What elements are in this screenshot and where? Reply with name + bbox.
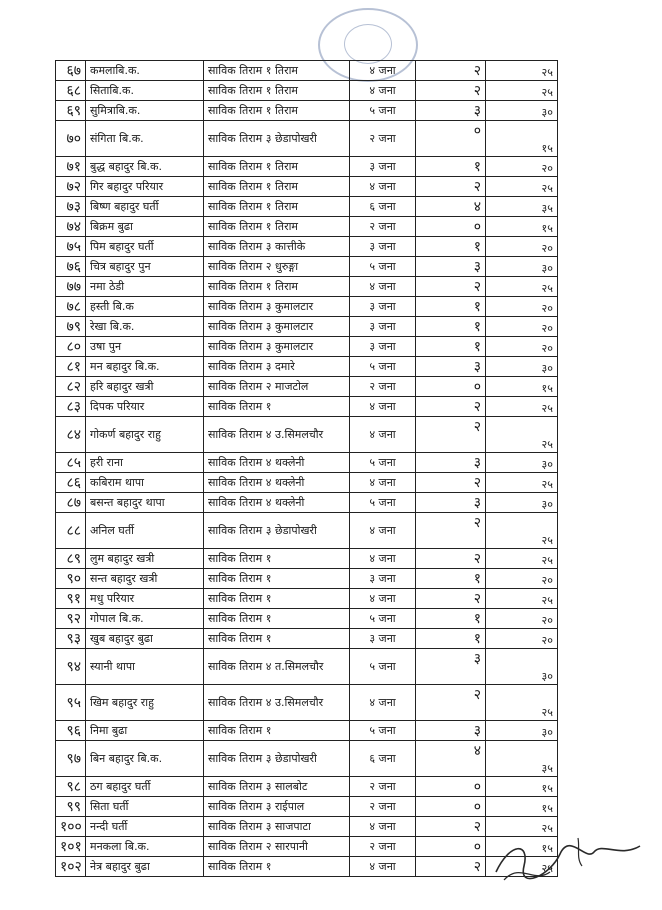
name-cell: पिम बहादुर घर्ती [86,237,204,257]
name-cell: निमा बुढा [86,721,204,741]
name-cell: मधु परियार [86,589,204,609]
serial-number-cell: ७५ [56,237,86,257]
family-count-cell: ५ जना [350,609,416,629]
serial-number-cell: ९८ [56,777,86,797]
table-row [56,157,558,177]
family-count-cell: ४ जना [350,61,416,81]
name-cell: बुद्ध बहादुर बि.क. [86,157,204,177]
family-count-cell: २ जना [350,121,416,157]
value-b-cell: १५ [486,121,558,157]
table-row [56,589,558,609]
name-cell: सिताबि.क. [86,81,204,101]
value-b-cell: १५ [486,377,558,397]
address-cell: साविक तिराम १ तिराम [204,101,350,121]
serial-number-cell: ८४ [56,417,86,453]
value-b-cell: २५ [486,513,558,549]
address-cell: साविक तिराम २ माजटोल [204,377,350,397]
table-row [56,857,558,877]
serial-number-cell: ९५ [56,685,86,721]
address-cell: साविक तिराम ३ राईपाल [204,797,350,817]
table-row [56,121,558,157]
family-count-cell: ५ जना [350,101,416,121]
value-b-cell: २५ [486,857,558,877]
value-b-cell: २५ [486,817,558,837]
address-cell: साविक तिराम १ तिराम [204,197,350,217]
family-count-cell: ३ जना [350,337,416,357]
address-cell: साविक तिराम ३ दमारे [204,357,350,377]
serial-number-cell: ८७ [56,493,86,513]
value-b-cell: २५ [486,417,558,453]
value-a-cell: ३ [416,493,486,513]
name-cell: लुम बहादुर खत्री [86,549,204,569]
name-cell: बिन बहादुर बि.क. [86,741,204,777]
value-a-cell: ० [416,121,486,157]
address-cell: साविक तिराम १ तिराम [204,277,350,297]
table-row [56,61,558,81]
family-count-cell: २ जना [350,777,416,797]
value-a-cell: ० [416,797,486,817]
value-b-cell: २५ [486,397,558,417]
table-row [56,217,558,237]
seal-emblem-icon [344,24,392,64]
value-a-cell: ३ [416,257,486,277]
address-cell: साविक तिराम १ तिराम [204,61,350,81]
value-b-cell: ३० [486,453,558,473]
serial-number-cell: ७९ [56,317,86,337]
family-count-cell: ५ जना [350,493,416,513]
name-cell: मनकला बि.क. [86,837,204,857]
family-count-cell: ४ जना [350,685,416,721]
serial-number-cell: ८५ [56,453,86,473]
table-row [56,837,558,857]
family-count-cell: ४ जना [350,549,416,569]
name-cell: कबिराम थापा [86,473,204,493]
family-count-cell: ४ जना [350,397,416,417]
family-count-cell: ४ जना [350,817,416,837]
table-row [56,685,558,721]
table-row [56,417,558,453]
serial-number-cell: १०० [56,817,86,837]
value-a-cell: २ [416,417,486,453]
serial-number-cell: ९९ [56,797,86,817]
value-b-cell: ३० [486,721,558,741]
address-cell: साविक तिराम ४ उ.सिमलचौर [204,685,350,721]
address-cell: साविक तिराम ४ उ.सिमलचौर [204,417,350,453]
table-row [56,377,558,397]
value-a-cell: २ [416,177,486,197]
value-a-cell: ३ [416,357,486,377]
value-b-cell: २० [486,157,558,177]
serial-number-cell: ९२ [56,609,86,629]
value-b-cell: ३० [486,649,558,685]
value-b-cell: २० [486,569,558,589]
name-cell: कमलाबि.क. [86,61,204,81]
value-b-cell: २५ [486,177,558,197]
family-count-cell: ४ जना [350,513,416,549]
serial-number-cell: ८१ [56,357,86,377]
value-a-cell: ० [416,837,486,857]
address-cell: साविक तिराम ३ सालबोट [204,777,350,797]
table-row [56,453,558,473]
table-row [56,277,558,297]
family-count-cell: ३ जना [350,629,416,649]
family-count-cell: ३ जना [350,237,416,257]
address-cell: साविक तिराम ३ साजपाटा [204,817,350,837]
table-row [56,721,558,741]
table-row [56,177,558,197]
address-cell: साविक तिराम १ तिराम [204,217,350,237]
value-a-cell: २ [416,549,486,569]
value-a-cell: १ [416,337,486,357]
value-b-cell: ३० [486,357,558,377]
serial-number-cell: ६८ [56,81,86,101]
serial-number-cell: ८८ [56,513,86,549]
family-count-cell: २ जना [350,837,416,857]
address-cell: साविक तिराम ३ कात्तीके [204,237,350,257]
name-cell: हस्ती बि.क [86,297,204,317]
value-b-cell: २५ [486,549,558,569]
address-cell: साविक तिराम ३ कुमालटार [204,337,350,357]
serial-number-cell: ७७ [56,277,86,297]
name-cell: खुब बहादुर बुढा [86,629,204,649]
family-count-cell: ६ जना [350,197,416,217]
address-cell: साविक तिराम २ सारपानी [204,837,350,857]
address-cell: साविक तिराम १ तिराम [204,177,350,197]
serial-number-cell: ९३ [56,629,86,649]
value-b-cell: ३० [486,493,558,513]
value-a-cell: ३ [416,721,486,741]
serial-number-cell: ९४ [56,649,86,685]
value-b-cell: २५ [486,61,558,81]
value-a-cell: १ [416,569,486,589]
table-row [56,741,558,777]
serial-number-cell: ८२ [56,377,86,397]
value-b-cell: २० [486,337,558,357]
table-row [56,397,558,417]
address-cell: साविक तिराम २ धुरुङ्गा [204,257,350,277]
value-a-cell: ४ [416,741,486,777]
name-cell: मन बहादुर बि.क. [86,357,204,377]
name-cell: दिपक परियार [86,397,204,417]
table-row [56,257,558,277]
serial-number-cell: ८३ [56,397,86,417]
value-b-cell: १५ [486,217,558,237]
table-row [56,609,558,629]
value-b-cell: १५ [486,837,558,857]
family-count-cell: ५ जना [350,257,416,277]
signature-icon [490,832,650,894]
table-row [56,513,558,549]
beneficiary-table [55,60,558,877]
value-b-cell: २० [486,609,558,629]
value-a-cell: ४ [416,197,486,217]
family-count-cell: ४ जना [350,81,416,101]
family-count-cell: ४ जना [350,473,416,493]
value-a-cell: २ [416,277,486,297]
family-count-cell: ५ जना [350,357,416,377]
value-b-cell: २५ [486,81,558,101]
serial-number-cell: ९७ [56,741,86,777]
value-b-cell: १५ [486,777,558,797]
table-row [56,649,558,685]
value-b-cell: २० [486,317,558,337]
serial-number-cell: ७३ [56,197,86,217]
value-a-cell: २ [416,513,486,549]
address-cell: साविक तिराम १ [204,589,350,609]
value-a-cell: १ [416,157,486,177]
family-count-cell: ४ जना [350,277,416,297]
family-count-cell: ६ जना [350,741,416,777]
name-cell: सन्त बहादुर खत्री [86,569,204,589]
family-count-cell: ४ जना [350,589,416,609]
value-a-cell: ० [416,217,486,237]
serial-number-cell: ९० [56,569,86,589]
address-cell: साविक तिराम ४ थक्लेनी [204,473,350,493]
table-row [56,357,558,377]
address-cell: साविक तिराम १ [204,609,350,629]
table-row [56,493,558,513]
name-cell: सुमित्राबि.क. [86,101,204,121]
address-cell: साविक तिराम १ तिराम [204,157,350,177]
value-a-cell: ० [416,777,486,797]
value-a-cell: २ [416,473,486,493]
value-a-cell: १ [416,297,486,317]
table-row [56,81,558,101]
value-b-cell: २५ [486,589,558,609]
family-count-cell: ३ जना [350,317,416,337]
serial-number-cell: ८९ [56,549,86,569]
name-cell: स्यानी थापा [86,649,204,685]
family-count-cell: ३ जना [350,297,416,317]
address-cell: साविक तिराम १ [204,569,350,589]
serial-number-cell: ८६ [56,473,86,493]
serial-number-cell: ७८ [56,297,86,317]
value-b-cell: ३० [486,257,558,277]
table-row [56,237,558,257]
value-a-cell: १ [416,237,486,257]
value-b-cell: २० [486,237,558,257]
value-a-cell: ३ [416,453,486,473]
value-b-cell: २५ [486,473,558,493]
serial-number-cell: ७६ [56,257,86,277]
name-cell: हरि बहादुर खत्री [86,377,204,397]
serial-number-cell: ६९ [56,101,86,121]
family-count-cell: ४ जना [350,177,416,197]
name-cell: संगिता बि.क. [86,121,204,157]
table-body [56,61,558,877]
table-row [56,317,558,337]
table-row [56,473,558,493]
serial-number-cell: ७२ [56,177,86,197]
family-count-cell: ४ जना [350,857,416,877]
value-a-cell: १ [416,629,486,649]
table-row [56,297,558,317]
name-cell: हरी राना [86,453,204,473]
value-a-cell: २ [416,81,486,101]
family-count-cell: २ जना [350,797,416,817]
name-cell: नमा ठेडी [86,277,204,297]
value-a-cell: २ [416,397,486,417]
family-count-cell: २ जना [350,377,416,397]
name-cell: बिष्ण बहादुर घर्ती [86,197,204,217]
address-cell: साविक तिराम १ [204,857,350,877]
table-row [56,629,558,649]
value-b-cell: २० [486,297,558,317]
value-a-cell: १ [416,609,486,629]
value-b-cell: २५ [486,685,558,721]
address-cell: साविक तिराम ३ छेडापोखरी [204,741,350,777]
value-a-cell: २ [416,589,486,609]
name-cell: बसन्त बहादुर थापा [86,493,204,513]
address-cell: साविक तिराम ४ थक्लेनी [204,453,350,473]
table-row [56,569,558,589]
value-a-cell: ० [416,377,486,397]
value-b-cell: १५ [486,797,558,817]
name-cell: सिता घर्ती [86,797,204,817]
name-cell: अनिल घर्ती [86,513,204,549]
address-cell: साविक तिराम ३ छेडापोखरी [204,121,350,157]
name-cell: नन्दी घर्ती [86,817,204,837]
value-a-cell: २ [416,685,486,721]
address-cell: साविक तिराम ३ कुमालटार [204,297,350,317]
address-cell: साविक तिराम १ [204,397,350,417]
serial-number-cell: ९१ [56,589,86,609]
family-count-cell: ५ जना [350,649,416,685]
serial-number-cell: १०१ [56,837,86,857]
value-a-cell: २ [416,61,486,81]
value-b-cell: ३५ [486,741,558,777]
table-row [56,777,558,797]
address-cell: साविक तिराम १ तिराम [204,81,350,101]
name-cell: नेत्र बहादुर बुढा [86,857,204,877]
value-b-cell: २५ [486,277,558,297]
name-cell: ठग बहादुर घर्ती [86,777,204,797]
family-count-cell: ३ जना [350,569,416,589]
name-cell: रेखा बि.क. [86,317,204,337]
value-b-cell: ३५ [486,197,558,217]
serial-number-cell: ६७ [56,61,86,81]
family-count-cell: ३ जना [350,157,416,177]
table-row [56,797,558,817]
address-cell: साविक तिराम १ [204,549,350,569]
address-cell: साविक तिराम १ [204,629,350,649]
value-a-cell: २ [416,857,486,877]
family-count-cell: ५ जना [350,721,416,741]
name-cell: बिक्रम बुढा [86,217,204,237]
serial-number-cell: ८० [56,337,86,357]
value-a-cell: १ [416,317,486,337]
address-cell: साविक तिराम १ [204,721,350,741]
address-cell: साविक तिराम ३ छेडापोखरी [204,513,350,549]
table-row [56,549,558,569]
address-cell: साविक तिराम ४ त.सिमलचौर [204,649,350,685]
value-a-cell: ३ [416,649,486,685]
family-count-cell: ५ जना [350,453,416,473]
serial-number-cell: १०२ [56,857,86,877]
family-count-cell: २ जना [350,217,416,237]
name-cell: खिम बहादुर राहु [86,685,204,721]
serial-number-cell: ७४ [56,217,86,237]
table-row [56,197,558,217]
name-cell: गोकर्ण बहादुर राहु [86,417,204,453]
name-cell: गोपाल बि.क. [86,609,204,629]
value-a-cell: ३ [416,101,486,121]
table-row [56,817,558,837]
name-cell: उषा पुन [86,337,204,357]
family-count-cell: ४ जना [350,417,416,453]
name-cell: गिर बहादुर परियार [86,177,204,197]
value-b-cell: ३० [486,101,558,121]
address-cell: साविक तिराम ३ कुमालटार [204,317,350,337]
value-b-cell: २० [486,629,558,649]
address-cell: साविक तिराम ४ थक्लेनी [204,493,350,513]
serial-number-cell: ७० [56,121,86,157]
name-cell: चित्र बहादुर पुन [86,257,204,277]
serial-number-cell: ७१ [56,157,86,177]
value-a-cell: २ [416,817,486,837]
serial-number-cell: ९६ [56,721,86,741]
table-row [56,101,558,121]
table-row [56,337,558,357]
